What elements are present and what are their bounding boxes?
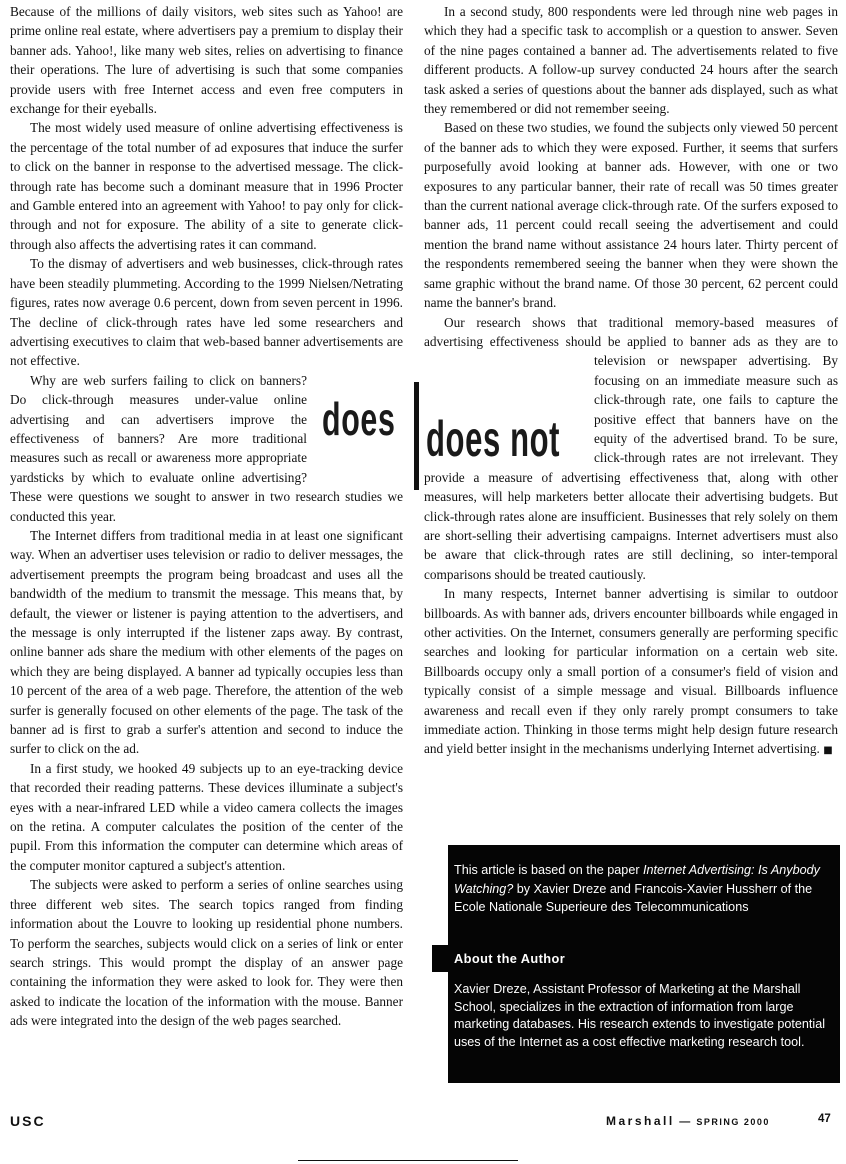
paragraph-second-study: In a second study, 800 respondents were led through nine web pages in which they had a specific task to accomplish or a question to answer. Seven of the nine pages contained a banner ad. The advertisements related to five different products. A follow-up survey conducted 24 hours after the search task asked a series of questions about the banner ads displayed, such as what they remembered or did not remember seeing. [424,4,838,117]
author-bio: Xavier Dreze, Assistant Professor of Marketing at the Marshall School, specializes in the extraction of information from large marketing databases. His research extends to investigate potential uses of the Internet as a cost effective marketing research tool. [454,982,826,1049]
issue-season: SPRING 2000 [696,1117,770,1127]
article-right-column [424,2,838,761]
memory-measures-text: television or newspaper advertising. By focusing on an immediate measure such as click-through rate, one fails to capture the positive effect that banners have on the equity of the advertised brand. To be sure, click-through rates are not irrelevant. They provide a measure of advertising effectiveness that, along with other measures, will help marketers better allocate their advertising budgets. But click-through rates alone are insufficient. Businesses that rely solely on them are short-selling their advertising campaigns. Internet advertisers must also be aware that click-through rates are still declining, so inter-temporal comparisons should be treated cautiously. [424,353,838,582]
paragraph-declining-rates: To the dismay of advertisers and web businesses, click-through rates have been steadily plummeting. According to the 1999 Nielsen/Netrating figures, rates now average 0.6 percent, down from seven percent in 1996. The decline of click-through rates have led some researchers and advertising executives to claim that web-based banner advertisements are not effective. [10,256,403,369]
paragraph-findings: Based on these two studies, we found the subjects only viewed 50 percent of the banner ads to which they were exposed. Further, it seems that surfers purposefully avoid looking at banner ads. However, with one or two exposures to any particular banner, their rate of recall was 50 times greater than the current national average click-through rate. Of the surfers exposed to banner ads, 11 percent could recall seeing the advertisement and could mention the brand name without assistance 24 hours later. Thirty percent of the respondents remembered seeing the banner when they were shown the same graphic without the brand name. Of those 30 percent, 62 percent could name the banner's brand. [424,120,838,311]
pull-quote-divider [414,382,419,490]
footer-separator: — [679,1116,692,1128]
page-number: 47 [818,1113,831,1125]
source-note-suffix: by Xavier Dreze and Francois-Xavier Hussherr of the Ecole Nationale Superieure des Telecommunications [454,881,813,914]
end-of-article-mark: ■ [823,745,833,757]
usc-logo: USC [10,1113,46,1129]
about-author-heading: About the Author [432,945,642,972]
paragraph-internet-differs: The Internet differs from traditional media in at least one significant way. When an advertiser uses television or radio to deliver messages, the advertisement preempts the program being broadcast and uses all the bandwidth of the medium to transmit the message. This means that, by default, the viewer or listener is paying attention to the advertisers, and the message is only interrupted if the listener zaps away. By contrast, online banner ads share the medium with other elements of the pages on which they are being displayed. A banner ad typically occupies less than 10 percent of the area of a web page. Therefore, the attention of the web surfer is generally focused on other elements of the page. The task of the banner ad is first to grab a surfer's attention and second to induce the surfer to click on the ad. [10,527,403,757]
author-sidebar [448,845,840,1083]
magazine-name: Marshall [606,1114,675,1128]
memory-measures-first-line: Our research shows that traditional memory-based measures of advertising effectiveness should be applied to banner ads as they are to [424,314,838,349]
paragraph-research-questions: Why are web surfers failing to click on banners? Do click-through measures under-value online advertising and can advertisers improve the effectiveness of banners? Are more traditional measures such as recall or awareness more appropriate yardsticks by which to evaluate online advertising? These were questions we sought to answer in two research studies we conducted this year. [10,372,403,524]
article-left-column [10,2,403,1031]
source-note-prefix: This article is based on the paper [454,863,644,877]
pull-quote-does-not: does not [426,411,561,467]
paragraph-online-searches: The subjects were asked to perform a series of online searches using three different web sites. The search topics ranged from finding information about the Louvre to looking up residential phone numbers. To perform the searches, subjects would click on a series of link or enter search strings. This would prompt the display of an answer page containing the information they were asked to look for. They were then asked to indicate the location of the information with the mouse. Banner ads were integrated into the design of the web pages searched. [10,877,403,1029]
billboards-text: In many respects, Internet banner advertising is similar to outdoor billboards. As with banner ads, drivers encounter billboards while engaged in other activities. On the Internet, consumers generally are performing specific searches and looking for particular information on a certain web site. Billboards occupy only a small portion of a consumer's field of vision and typically consist of a simple message and visual. Billboards influence awareness and recall even if they only rarely prompt consumers to take immediate action. Thinking in those terms might help design future research and yield better insight in the mechanisms underlying Internet advertising. [424,586,838,757]
paragraph-first-study: In a first study, we hooked 49 subjects up to an eye-tracking device that recorded their reading patterns. These devices illuminate a subject's eyes with a near-infrared LED while a video camera collects the images on the retina. A computer calculates the position of the center of the pupil. From this information the computer can determine which areas of the computer monitor captured a subject's attention. [10,760,403,873]
source-paper-title: Internet Advertising: Is Anybody Watching? [454,863,820,896]
paragraph-click-through-measure: The most widely used measure of online advertising effectiveness is the percentage of the total number of ad exposures that induce the surfer to click on the banner in response to the advertised message. The click-through rate has become such a dominant measure that in 1996 Procter and Gamble entered into an agreement with Yahoo! to pay only for click-through and not for exposure. The ability of a site to generate click-through also affects the advertising rates it can command. [10,120,403,252]
paragraph-intro: Because of the millions of daily visitors, web sites such as Yahoo! are prime online real estate, where advertisers pay a premium to display their banner ads. Yahoo!, like many web sites, relies on advertising to finance their operations. The lure of advertising is such that some companies provide users with free Internet access and even free computers in exchange for their eyeballs. [10,4,403,117]
bottom-rule [298,1160,518,1161]
pull-quote-does: does [322,393,396,445]
paragraph-billboards [424,584,838,761]
magazine-footer [606,1114,770,1128]
sidebar-source-note [454,861,830,917]
